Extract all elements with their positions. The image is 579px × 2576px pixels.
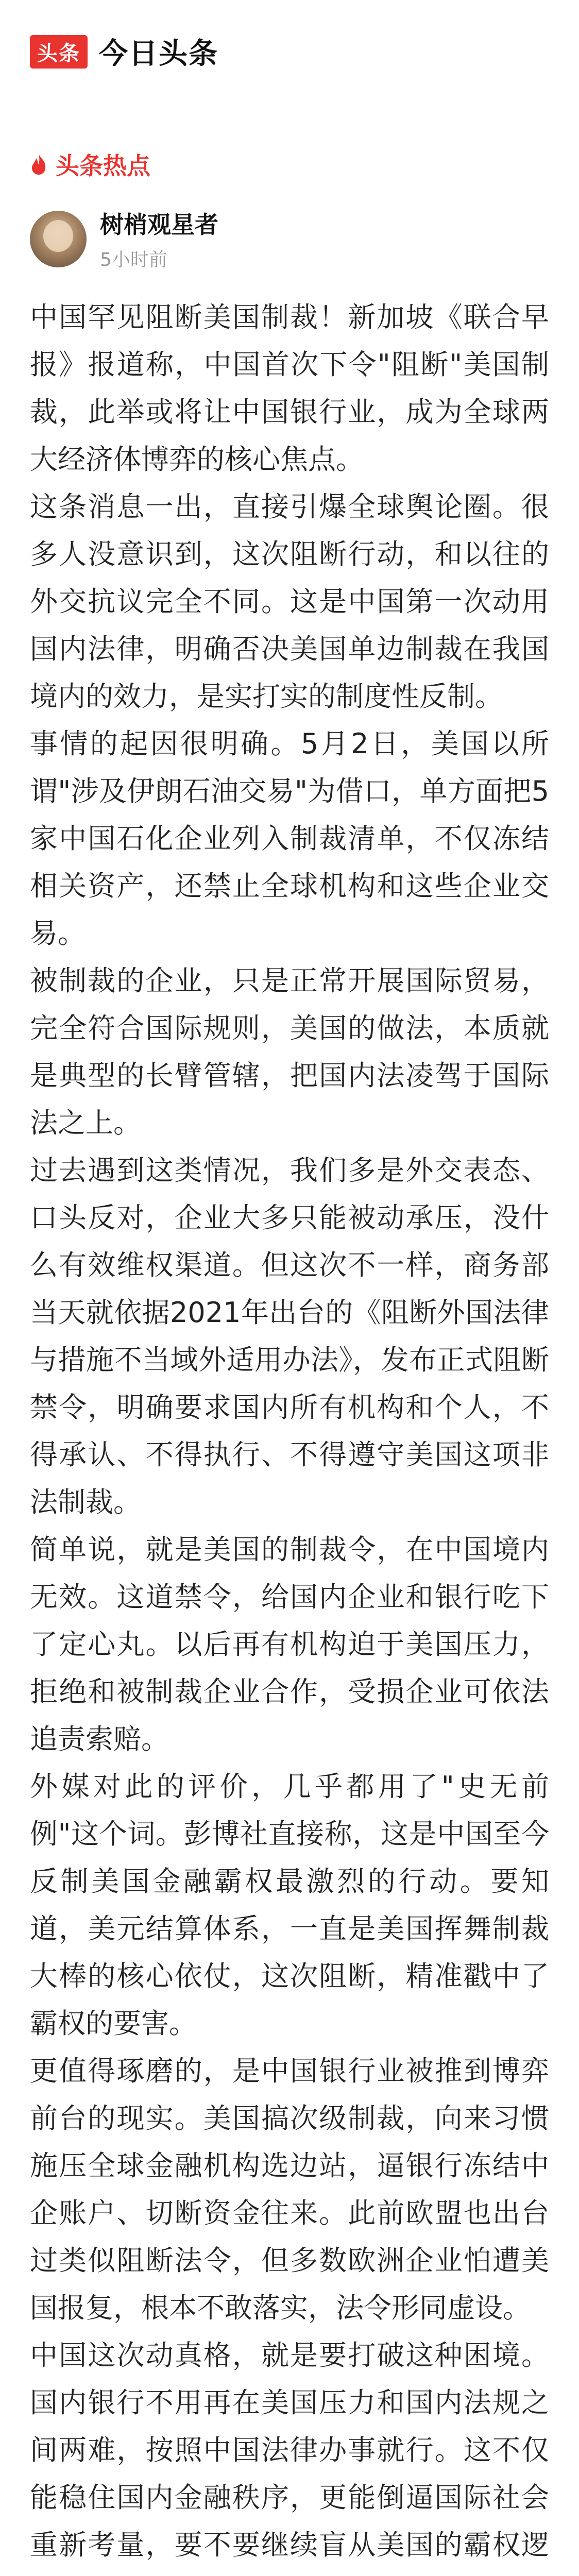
post-time: 5小时前 [100, 249, 167, 270]
article-paragraph: 中国这次动真格，就是要打破这种困境。国内银行不用再在美国压力和国内法规之间两难，按照中国法律办事就行。这不仅能稳住国内金融秩序，更能倒逼国际社会重新考量，要不要继续盲从美国的霸权逻 [30, 2339, 549, 2561]
article-paragraph: 事情的起因很明确。5月2日，美国以所谓"涉及伊朗石油交易"为借口，单方面把5家中国石化企业列入制裁清单，不仅冻结相关资产，还禁止全球机构和这些企业交易。 [30, 727, 549, 950]
channel-name: 头条热点 [56, 152, 150, 180]
article-paragraph: 更值得琢磨的，是中国银行业被推到博弈前台的现实。美国搞次级制裁，向来习惯施压全球金融机构选边站，逼银行冻结中企账户、切断资金往来。此前欧盟也出台过类似阻断法令，但多数欧洲企业怕遭美国报复，根本不敢落实，法令形同虚设。 [30, 2055, 549, 2324]
channel-tag[interactable] [30, 147, 150, 181]
article-paragraph: 简单说，就是美国的制裁令，在中国境内无效。这道禁令，给国内企业和银行吃下了定心丸。以后再有机构迫于美国压力，拒绝和被制裁企业合作，受损企业可依法追责索赔。 [30, 1533, 549, 1755]
avatar[interactable] [30, 211, 87, 267]
article-paragraph: 这条消息一出，直接引爆全球舆论圈。很多人没意识到，这次阻断行动，和以往的外交抗议完全不同。这是中国第一次动用国内法律，明确否决美国单边制裁在我国境内的效力，是实打实的制度性反制。 [30, 490, 549, 713]
article-body [30, 294, 549, 2576]
author-meta [100, 206, 218, 272]
top-bar [0, 0, 579, 103]
article-paragraph: 中国罕见阻断美国制裁！新加坡《联合早报》报道称，中国首次下令"阻断"美国制裁，此举或将让中国银行业，成为全球两大经济体博弈的核心焦点。 [30, 301, 549, 476]
article-paragraph: 过去遇到这类情况，我们多是外交表态、口头反对，企业大多只能被动承压，没什么有效维权渠道。但这次不一样，商务部当天就依据2021年出台的《阻断外国法律与措施不当域外适用办法》，发布正式阻断禁令，明确要求国内所有机构和个人，不得承认、不得执行、不得遵守美国这项非法制裁。 [30, 1154, 549, 1518]
app-title: 今日头条 [99, 37, 218, 71]
app-logo-badge: 头条 [30, 35, 88, 69]
article-paragraph: 被制裁的企业，只是正常开展国际贸易，完全符合国际规则，美国的做法，本质就是典型的长臂管辖，把国内法凌驾于国际法之上。 [30, 964, 549, 1139]
author-name[interactable]: 树梢观星者 [100, 211, 218, 239]
flame-icon [30, 153, 47, 176]
author-header[interactable] [30, 206, 218, 272]
article-paragraph: 外媒对此的评价，几乎都用了"史无前例"这个词。彭博社直接称，这是中国至今反制美国金融霸权最激烈的行动。要知道，美元结算体系，一直是美国挥舞制裁大棒的核心依仗，这次阻断，精准戳中了霸权的要害。 [30, 1770, 549, 2040]
